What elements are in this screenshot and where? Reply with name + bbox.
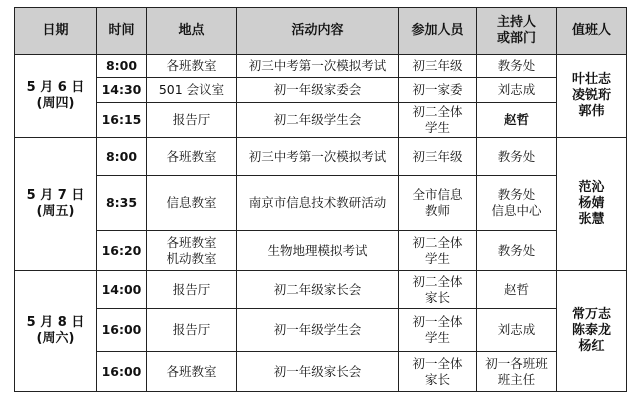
time-cell: 8:00 — [97, 55, 147, 78]
table-row — [15, 55, 627, 78]
content-cell: 初一年级学生会 — [237, 309, 399, 352]
schedule-sheet — [14, 7, 627, 392]
duty-cell: 常万志 陈泰龙 杨红 — [557, 271, 627, 392]
host-cell: 教务处 — [477, 231, 557, 271]
time-cell: 16:15 — [97, 103, 147, 138]
header-content: 活动内容 — [237, 8, 399, 55]
table-row — [15, 231, 627, 271]
participants-cell: 初一家委 — [399, 78, 477, 103]
table-row — [15, 352, 627, 392]
host-cell: 教务处 信息中心 — [477, 176, 557, 231]
content-cell: 初二年级学生会 — [237, 103, 399, 138]
participants-cell: 初一全体 家长 — [399, 352, 477, 392]
participants-cell: 初一全体 学生 — [399, 309, 477, 352]
place-cell: 各班教室 机动教室 — [147, 231, 237, 271]
place-cell: 各班教室 — [147, 55, 237, 78]
content-cell: 初三中考第一次模拟考试 — [237, 138, 399, 176]
duty-cell: 叶壮志 凌锐珩 郭伟 — [557, 55, 627, 138]
host-cell: 赵哲 — [477, 271, 557, 309]
date-cell: 5 月 8 日 (周六) — [15, 271, 97, 392]
time-cell: 8:00 — [97, 138, 147, 176]
table-row — [15, 138, 627, 176]
place-cell: 各班教室 — [147, 352, 237, 392]
content-cell: 初三中考第一次模拟考试 — [237, 55, 399, 78]
header-date: 日期 — [15, 8, 97, 55]
host-cell: 教务处 — [477, 55, 557, 78]
header-participants: 参加人员 — [399, 8, 477, 55]
table-row — [15, 103, 627, 138]
table-row — [15, 78, 627, 103]
table-row — [15, 176, 627, 231]
place-cell: 报告厅 — [147, 271, 237, 309]
header-row — [15, 8, 627, 55]
place-cell: 信息教室 — [147, 176, 237, 231]
participants-cell: 初三年级 — [399, 138, 477, 176]
duty-cell: 范沁 杨婧 张慧 — [557, 138, 627, 271]
header-time: 时间 — [97, 8, 147, 55]
participants-cell: 初二全体 学生 — [399, 231, 477, 271]
participants-cell: 初二全体 家长 — [399, 271, 477, 309]
time-cell: 16:00 — [97, 309, 147, 352]
header-duty: 值班人 — [557, 8, 627, 55]
table-row — [15, 271, 627, 309]
host-cell: 赵哲 — [477, 103, 557, 138]
header-host: 主持人 或部门 — [477, 8, 557, 55]
place-cell: 报告厅 — [147, 103, 237, 138]
time-cell: 14:30 — [97, 78, 147, 103]
time-cell: 16:00 — [97, 352, 147, 392]
place-cell: 各班教室 — [147, 138, 237, 176]
participants-cell: 初二全体 学生 — [399, 103, 477, 138]
content-cell: 生物地理模拟考试 — [237, 231, 399, 271]
host-cell: 刘志成 — [477, 78, 557, 103]
header-place: 地点 — [147, 8, 237, 55]
host-cell: 刘志成 — [477, 309, 557, 352]
time-cell: 8:35 — [97, 176, 147, 231]
time-cell: 16:20 — [97, 231, 147, 271]
place-cell: 501 会议室 — [147, 78, 237, 103]
schedule-table — [14, 7, 627, 392]
date-cell: 5 月 6 日 (周四) — [15, 55, 97, 138]
content-cell: 初一年级家长会 — [237, 352, 399, 392]
time-cell: 14:00 — [97, 271, 147, 309]
content-cell: 南京市信息技术教研活动 — [237, 176, 399, 231]
participants-cell: 初三年级 — [399, 55, 477, 78]
place-cell: 报告厅 — [147, 309, 237, 352]
content-cell: 初二年级家长会 — [237, 271, 399, 309]
host-cell: 初一各班班 班主任 — [477, 352, 557, 392]
content-cell: 初一年级家委会 — [237, 78, 399, 103]
table-row — [15, 309, 627, 352]
date-cell: 5 月 7 日 (周五) — [15, 138, 97, 271]
participants-cell: 全市信息 教师 — [399, 176, 477, 231]
host-cell: 教务处 — [477, 138, 557, 176]
